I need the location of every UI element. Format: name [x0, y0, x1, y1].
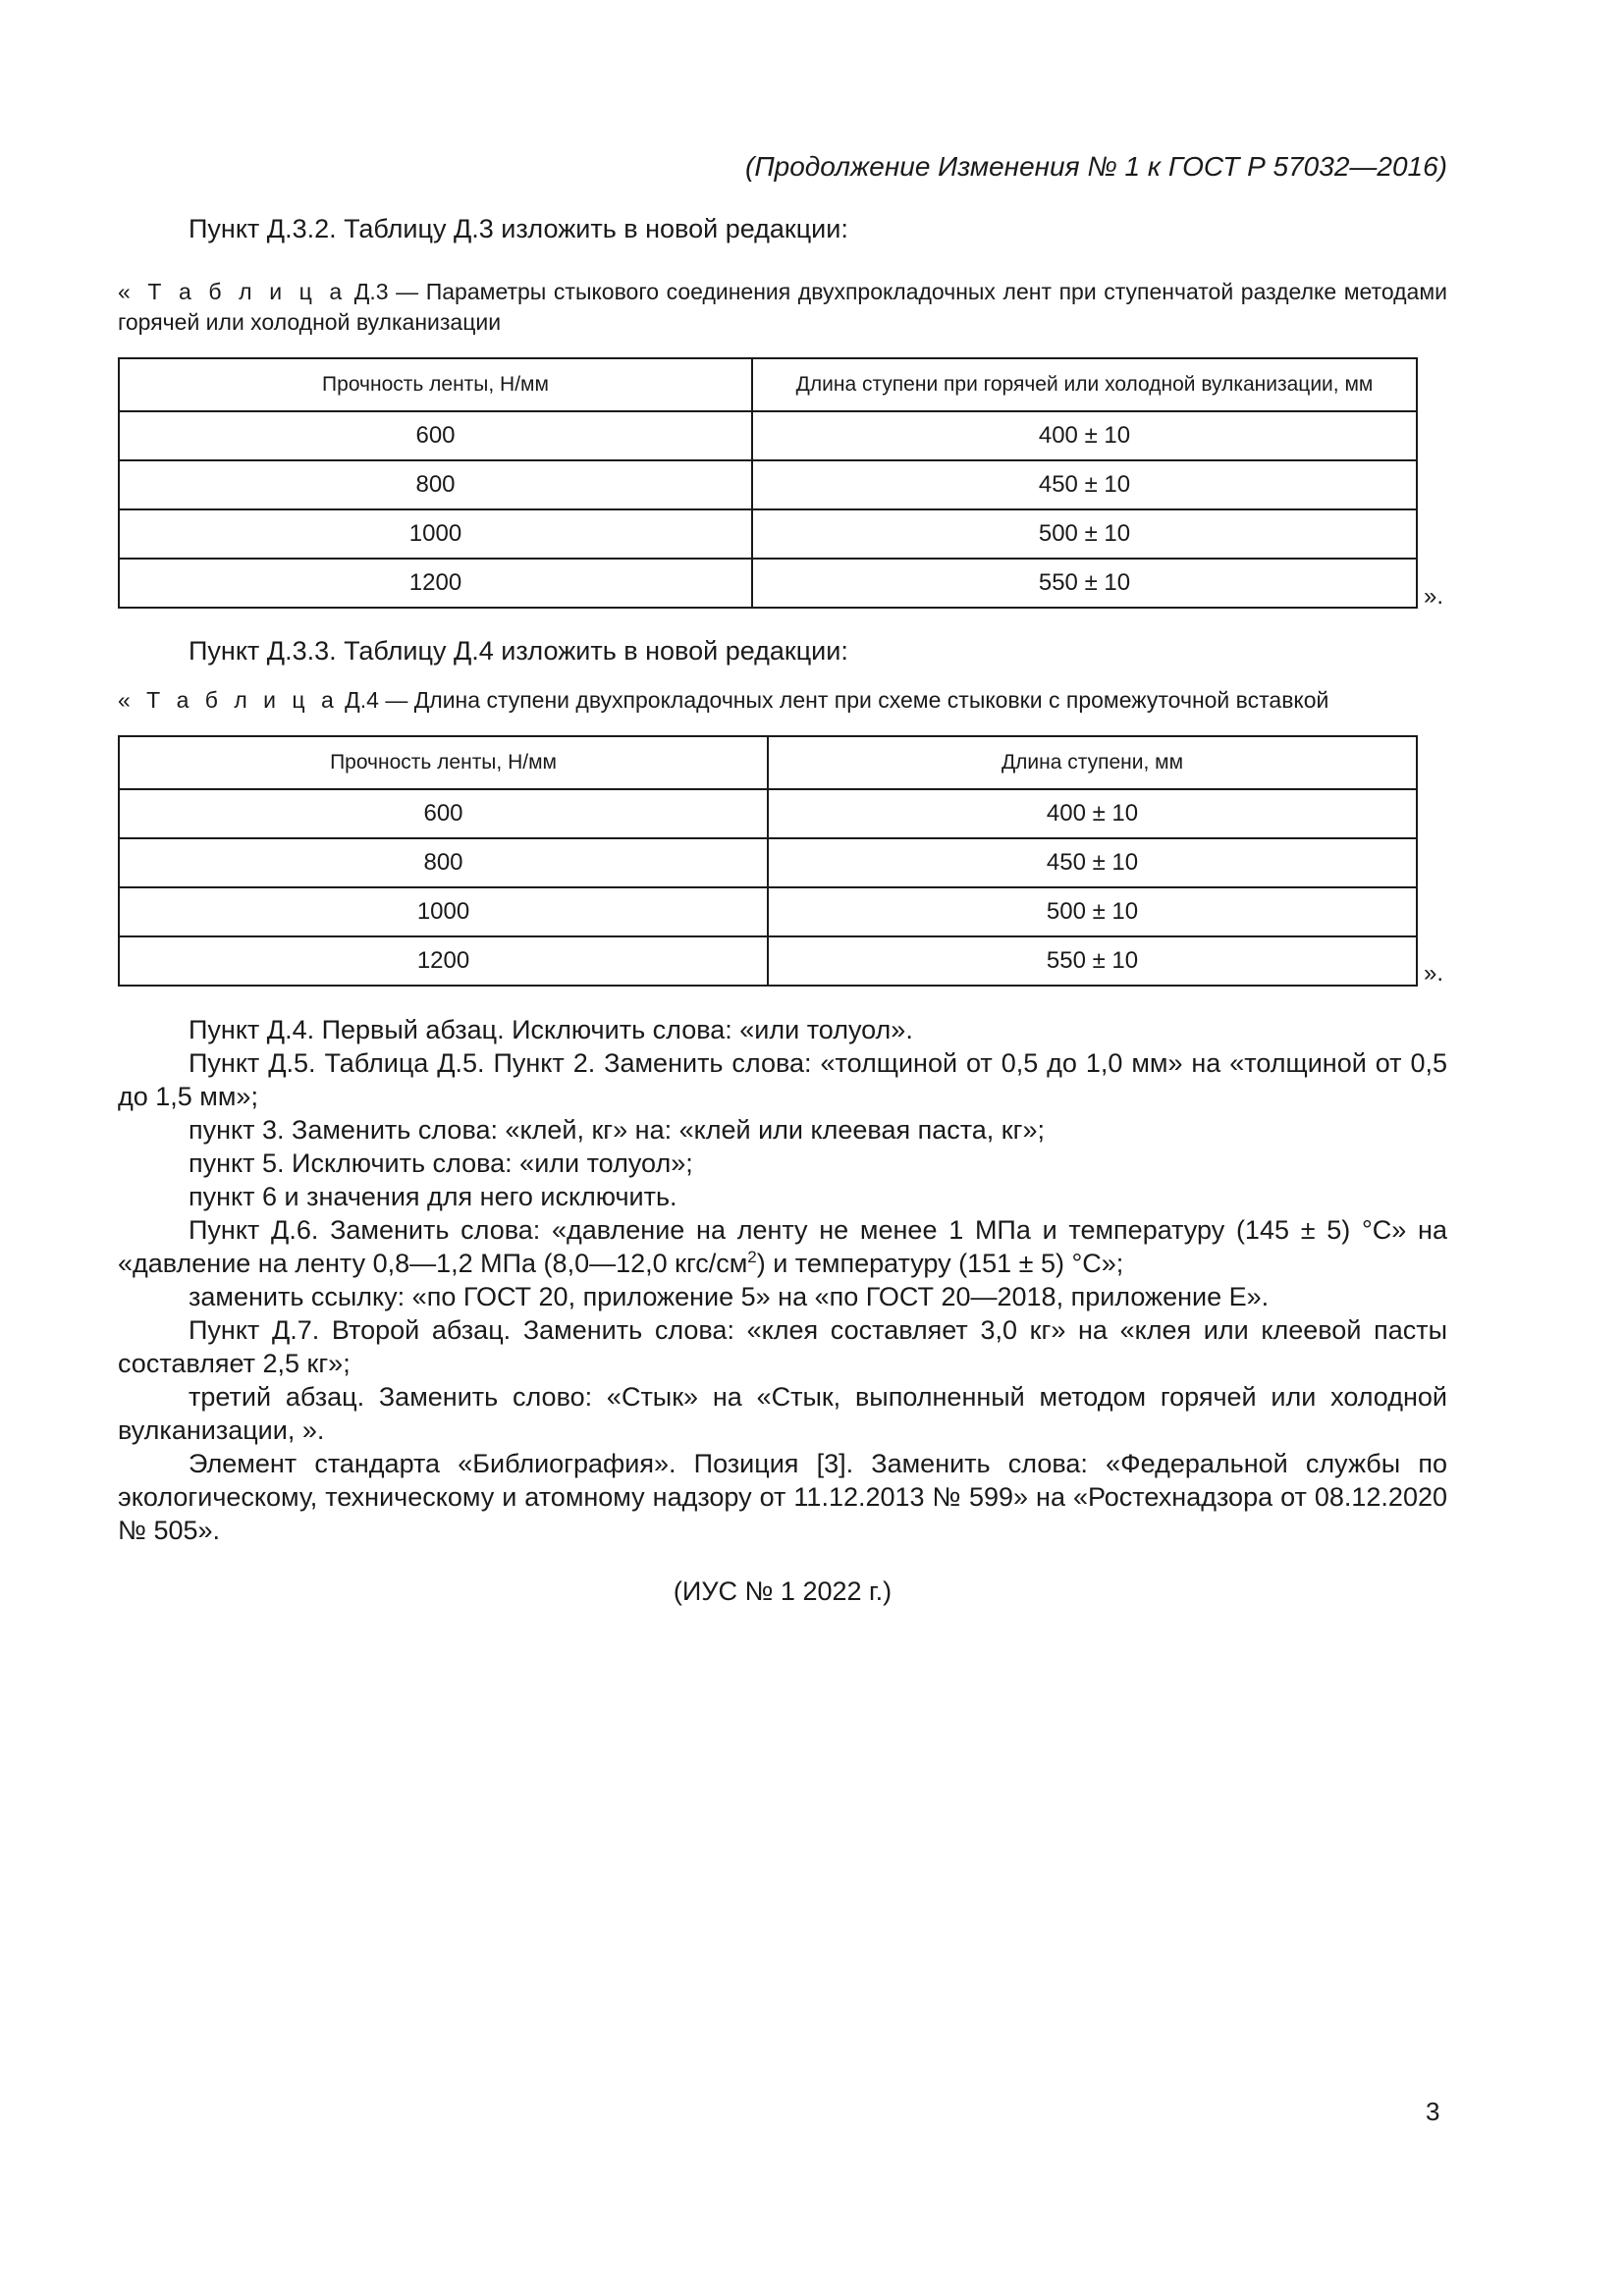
paragraph-d6 [118, 1213, 1447, 1280]
table-cell: 400 ± 10 [752, 411, 1417, 460]
superscript-2: 2 [747, 1248, 757, 1266]
table-row [119, 559, 1417, 608]
table-cell: 550 ± 10 [768, 936, 1417, 986]
table-d3 [118, 357, 1418, 609]
paragraph-d7: Пункт Д.7. Второй абзац. Заменить слова: «клея составляет 3,0 кг» на «клея или клеевой пасты составляет 2,5 кг»; [118, 1315, 1447, 1378]
paragraph-d6-text-end: ) и температуру (151 ± 5) °С»; [756, 1249, 1124, 1278]
paragraph-item-3: пункт 3. Заменить слова: «клей, кг» на: «клей или клеевая паста, кг»; [189, 1115, 1045, 1145]
paragraph-item-5: пункт 5. Исключить слова: «или толуол»; [189, 1148, 693, 1178]
running-header: (Продолжение Изменения № 1 к ГОСТ Р 57032—2016) [745, 151, 1447, 182]
page-number: 3 [1426, 2097, 1440, 2126]
table-d4-closing-quote: ». [1424, 960, 1444, 987]
paragraph-reference: заменить ссылку: «по ГОСТ 20, приложение 5» на «по ГОСТ 20—2018, приложение Е». [189, 1282, 1270, 1311]
ius-note: (ИУС № 1 2022 г.) [673, 1576, 893, 1606]
table-header-cell: Длина ступени при горячей или холодной вулканизации, мм [752, 358, 1417, 411]
table-header-row [119, 736, 1417, 789]
table-row [119, 936, 1417, 986]
table-cell: 450 ± 10 [768, 838, 1417, 887]
section-d33-instruction: Пункт Д.3.3. Таблицу Д.4 изложить в новой редакции: [189, 636, 848, 666]
table-row [119, 838, 1417, 887]
table-header-row [119, 358, 1417, 411]
table-row [119, 411, 1417, 460]
table-cell: 600 [119, 411, 752, 460]
table-row [119, 789, 1417, 838]
table-cell: 450 ± 10 [752, 460, 1417, 509]
table-header-cell: Прочность ленты, Н/мм [119, 736, 768, 789]
table-cell: 600 [119, 789, 768, 838]
table-d3-closing-quote: ». [1424, 583, 1444, 610]
table-cell: 1200 [119, 559, 752, 608]
table-d4-caption-word: « Т а б л и ц а [118, 687, 339, 713]
table-d3-caption-text: Д.3 — Параметры стыкового соединения двухпрокладочных лент при ступенчатой разделке методами горячей или холодной вулканизации [118, 279, 1447, 335]
paragraph-d5: Пункт Д.5. Таблица Д.5. Пункт 2. Заменить слова: «толщиной от 0,5 до 1,0 мм» на «толщиной от 0,5 до 1,5 мм»; [118, 1048, 1447, 1111]
table-cell: 800 [119, 838, 768, 887]
paragraph-bibliography: Элемент стандарта «Библиография». Позиция [3]. Заменить слова: «Федеральной службы по экологическому, техническому и атомному надзору от 11.12.2013 № 599» на «Ростехнадзора от 08.12.2020 № 505». [118, 1449, 1447, 1545]
amendment-text [118, 1013, 1447, 1547]
section-d32-instruction: Пункт Д.3.2. Таблицу Д.3 изложить в новой редакции: [189, 214, 848, 243]
table-header-cell: Длина ступени, мм [768, 736, 1417, 789]
table-cell: 500 ± 10 [752, 509, 1417, 559]
table-cell: 800 [119, 460, 752, 509]
paragraph-item-6: пункт 6 и значения для него исключить. [189, 1182, 677, 1211]
table-d4-caption [118, 685, 1447, 716]
table-d3-caption [118, 277, 1447, 338]
table-header-cell: Прочность ленты, Н/мм [119, 358, 752, 411]
paragraph-d4: Пункт Д.4. Первый абзац. Исключить слова: «или толуол». [189, 1015, 913, 1044]
table-row [119, 460, 1417, 509]
table-cell: 1000 [119, 509, 752, 559]
table-cell: 1000 [119, 887, 768, 936]
table-cell: 1200 [119, 936, 768, 986]
table-row [119, 509, 1417, 559]
table-cell: 400 ± 10 [768, 789, 1417, 838]
table-cell: 500 ± 10 [768, 887, 1417, 936]
table-d4-caption-text: Д.4 — Длина ступени двухпрокладочных лент при схеме стыковки с промежуточной вставкой [338, 687, 1329, 713]
table-d4 [118, 735, 1418, 987]
paragraph-d6-text: Пункт Д.6. Заменить слова: «давление на ленту не менее 1 МПа и температуру (145 ± 5) °С» на «давление на ленту 0,8—1,2 МПа (8,0—12,0 кгс/см [118, 1215, 1447, 1278]
table-d3-caption-word: « Т а б л и ц а [118, 279, 348, 304]
table-row [119, 887, 1417, 936]
table-cell: 550 ± 10 [752, 559, 1417, 608]
paragraph-third-abzac: третий абзац. Заменить слово: «Стык» на «Стык, выполненный методом горячей или холодной вулканизации, ». [118, 1382, 1447, 1445]
